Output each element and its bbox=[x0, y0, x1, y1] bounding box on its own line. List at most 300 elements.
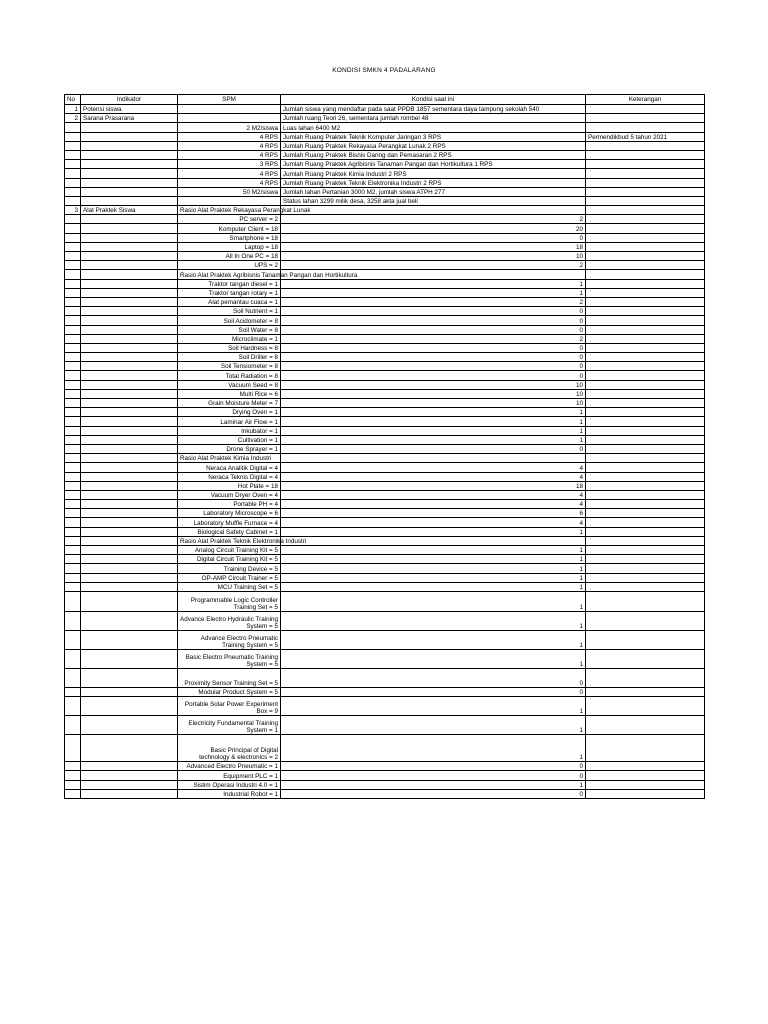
cell-indikator bbox=[81, 297, 178, 306]
cell-indikator bbox=[81, 454, 178, 463]
table-row bbox=[65, 500, 705, 509]
table-row bbox=[65, 169, 705, 178]
cell-spm: Basic Electro Pneumatic Training System = 5 bbox=[178, 649, 281, 668]
cell-kondisi: Jumlah Ruang Praktek Rekayasa Perangkat Lunak 2 RPS bbox=[281, 141, 586, 150]
table-row bbox=[65, 735, 705, 762]
cell-no bbox=[65, 735, 81, 762]
cell-kondisi: Jumlah Ruang Praktek Bisnis Daring dan Pemasaran 2 RPS bbox=[281, 150, 586, 159]
cell-spm: Soil Tensiometer = 8 bbox=[178, 362, 281, 371]
cell-spm: Drying Oven = 1 bbox=[178, 408, 281, 417]
cell-no bbox=[65, 481, 81, 490]
cell-keterangan bbox=[586, 463, 705, 472]
cell-indikator bbox=[81, 527, 178, 536]
cell-kondisi: 1 bbox=[281, 527, 586, 536]
cell-indikator bbox=[81, 169, 178, 178]
cell-group-heading: Rasio Alat Praktek Rekayasa Perangkat Lunak bbox=[178, 206, 281, 215]
table-row bbox=[65, 555, 705, 564]
cell-spm: Total Radiation = 8 bbox=[178, 371, 281, 380]
table-row bbox=[65, 527, 705, 536]
table-row bbox=[65, 573, 705, 582]
cell-no bbox=[65, 582, 81, 591]
cell-kondisi: Status lahan 3299 milik desa, 3258 akta jual beli bbox=[281, 196, 586, 205]
cell-kondisi: 1 bbox=[281, 279, 586, 288]
header-kondisi: Kondisi saat ini bbox=[281, 95, 586, 105]
cell-indikator bbox=[81, 270, 178, 279]
cell-no bbox=[65, 546, 81, 555]
cell-kondisi: 0 bbox=[281, 771, 586, 780]
cell-kondisi: 10 bbox=[281, 252, 586, 261]
cell-indikator bbox=[81, 362, 178, 371]
cell-no: 3 bbox=[65, 206, 81, 215]
cell-indikator: Sarana Prasarana bbox=[81, 114, 178, 123]
cell-kondisi: 1 bbox=[281, 573, 586, 582]
conditions-table bbox=[64, 94, 705, 799]
cell-spm bbox=[178, 196, 281, 205]
table-row bbox=[65, 630, 705, 649]
cell-no bbox=[65, 500, 81, 509]
cell-indikator bbox=[81, 380, 178, 389]
cell-keterangan bbox=[586, 687, 705, 696]
cell-keterangan bbox=[586, 169, 705, 178]
cell-kondisi: Jumlah siswa yang mendaftar pada saat PPDB 1857 sementara daya tampung sekolah 540 bbox=[281, 105, 586, 114]
cell-spm: Basic Principal of Digital technology & electronics = 2 bbox=[178, 735, 281, 762]
cell-kondisi: 1 bbox=[281, 697, 586, 716]
cell-keterangan bbox=[586, 288, 705, 297]
cell-kondisi: 0 bbox=[281, 444, 586, 453]
cell-no bbox=[65, 435, 81, 444]
cell-no bbox=[65, 630, 81, 649]
cell-keterangan bbox=[586, 582, 705, 591]
cell-no bbox=[65, 270, 81, 279]
cell-indikator bbox=[81, 630, 178, 649]
table-row bbox=[65, 591, 705, 611]
header-spm: SPM bbox=[178, 95, 281, 105]
cell-keterangan bbox=[586, 206, 705, 215]
cell-spm: Cultivation = 1 bbox=[178, 435, 281, 444]
cell-kondisi: Luas lahan 6400 M2 bbox=[281, 123, 586, 132]
cell-indikator bbox=[81, 399, 178, 408]
cell-indikator bbox=[81, 417, 178, 426]
cell-indikator bbox=[81, 178, 178, 187]
cell-kondisi: 0 bbox=[281, 362, 586, 371]
cell-spm bbox=[178, 114, 281, 123]
cell-keterangan bbox=[586, 123, 705, 132]
table-row bbox=[65, 668, 705, 687]
cell-indikator: Alat Praktek Siswa bbox=[81, 206, 178, 215]
cell-no bbox=[65, 279, 81, 288]
cell-no bbox=[65, 697, 81, 716]
table-row bbox=[65, 242, 705, 251]
cell-keterangan bbox=[586, 150, 705, 159]
cell-kondisi bbox=[281, 536, 586, 545]
cell-keterangan bbox=[586, 546, 705, 555]
cell-indikator bbox=[81, 279, 178, 288]
cell-spm: Soil Water = 8 bbox=[178, 325, 281, 334]
cell-spm: Komputer Client = 18 bbox=[178, 224, 281, 233]
cell-keterangan bbox=[586, 215, 705, 224]
cell-kondisi: Jumlah Ruang Praktek Teknik Elektronika Industri 2 RPS bbox=[281, 178, 586, 187]
cell-spm: 4 RPS bbox=[178, 178, 281, 187]
cell-spm: 4 RPS bbox=[178, 169, 281, 178]
cell-keterangan: Permendikbud 5 tahun 2021 bbox=[586, 132, 705, 141]
cell-spm: OP-AMP Circuit Trainer = 5 bbox=[178, 573, 281, 582]
cell-indikator bbox=[81, 160, 178, 169]
cell-indikator bbox=[81, 353, 178, 362]
cell-indikator bbox=[81, 463, 178, 472]
cell-indikator bbox=[81, 408, 178, 417]
cell-indikator bbox=[81, 716, 178, 735]
cell-no bbox=[65, 196, 81, 205]
cell-no bbox=[65, 141, 81, 150]
cell-spm: Soil Acidometer = 8 bbox=[178, 316, 281, 325]
cell-no bbox=[65, 325, 81, 334]
table-row bbox=[65, 187, 705, 196]
cell-indikator bbox=[81, 555, 178, 564]
cell-kondisi: 0 bbox=[281, 668, 586, 687]
table-row bbox=[65, 196, 705, 205]
table-row bbox=[65, 206, 705, 215]
cell-no bbox=[65, 399, 81, 408]
cell-indikator bbox=[81, 697, 178, 716]
cell-indikator bbox=[81, 668, 178, 687]
cell-indikator bbox=[81, 426, 178, 435]
table-row bbox=[65, 353, 705, 362]
cell-spm: Proximity Sensor Training Set = 5 bbox=[178, 668, 281, 687]
cell-kondisi: 0 bbox=[281, 233, 586, 242]
cell-no bbox=[65, 389, 81, 398]
cell-spm: Soil Driller = 8 bbox=[178, 353, 281, 362]
cell-kondisi bbox=[281, 206, 586, 215]
cell-no bbox=[65, 316, 81, 325]
cell-no bbox=[65, 444, 81, 453]
table-row bbox=[65, 233, 705, 242]
cell-no bbox=[65, 649, 81, 668]
table-row bbox=[65, 509, 705, 518]
table-row bbox=[65, 371, 705, 380]
cell-no bbox=[65, 123, 81, 132]
cell-kondisi: 1 bbox=[281, 649, 586, 668]
cell-kondisi: 1 bbox=[281, 417, 586, 426]
cell-no bbox=[65, 288, 81, 297]
cell-no bbox=[65, 252, 81, 261]
cell-keterangan bbox=[586, 224, 705, 233]
cell-kondisi: 4 bbox=[281, 518, 586, 527]
cell-no bbox=[65, 789, 81, 798]
table-row bbox=[65, 762, 705, 771]
page-title: KONDISI SMKN 4 PADALARANG bbox=[332, 67, 436, 74]
cell-spm: Industrial Robot = 1 bbox=[178, 789, 281, 798]
header-keterangan: Keterangan bbox=[586, 95, 705, 105]
table-row bbox=[65, 178, 705, 187]
cell-spm: Multi Rice = 6 bbox=[178, 389, 281, 398]
cell-spm: Portable PH = 4 bbox=[178, 500, 281, 509]
cell-spm: 3 RPS bbox=[178, 160, 281, 169]
cell-indikator bbox=[81, 518, 178, 527]
cell-no bbox=[65, 611, 81, 630]
cell-no bbox=[65, 780, 81, 789]
cell-keterangan bbox=[586, 343, 705, 352]
cell-indikator bbox=[81, 649, 178, 668]
cell-spm: Traktor tangan rotary = 1 bbox=[178, 288, 281, 297]
cell-indikator bbox=[81, 371, 178, 380]
cell-kondisi: 0 bbox=[281, 343, 586, 352]
cell-kondisi: 10 bbox=[281, 389, 586, 398]
cell-keterangan bbox=[586, 762, 705, 771]
cell-kondisi: 1 bbox=[281, 426, 586, 435]
cell-keterangan bbox=[586, 380, 705, 389]
cell-keterangan bbox=[586, 564, 705, 573]
cell-no bbox=[65, 426, 81, 435]
cell-no bbox=[65, 687, 81, 696]
cell-keterangan bbox=[586, 307, 705, 316]
cell-no bbox=[65, 169, 81, 178]
cell-indikator: Potensi siswa bbox=[81, 105, 178, 114]
cell-no bbox=[65, 573, 81, 582]
cell-indikator bbox=[81, 687, 178, 696]
cell-keterangan bbox=[586, 527, 705, 536]
cell-kondisi: 1 bbox=[281, 780, 586, 789]
cell-keterangan bbox=[586, 141, 705, 150]
cell-no bbox=[65, 408, 81, 417]
cell-kondisi: Jumlah lahan Pertanian 3000 M2, jumlah siswa ATPH 277 bbox=[281, 187, 586, 196]
cell-spm: Microclimate = 1 bbox=[178, 334, 281, 343]
cell-kondisi: 20 bbox=[281, 224, 586, 233]
cell-spm: Portable Solar Power Experiment Box = 9 bbox=[178, 697, 281, 716]
cell-group-heading: Rasio Alat Praktek Kimia Industri bbox=[178, 454, 281, 463]
table-row bbox=[65, 582, 705, 591]
cell-indikator bbox=[81, 316, 178, 325]
cell-indikator bbox=[81, 325, 178, 334]
cell-indikator bbox=[81, 435, 178, 444]
cell-spm: Digital Circuit Training Kit = 5 bbox=[178, 555, 281, 564]
table-row bbox=[65, 780, 705, 789]
cell-keterangan bbox=[586, 472, 705, 481]
table-row bbox=[65, 399, 705, 408]
cell-spm: Soil Nutrient = 1 bbox=[178, 307, 281, 316]
cell-kondisi: 1 bbox=[281, 716, 586, 735]
table-row bbox=[65, 716, 705, 735]
cell-indikator bbox=[81, 735, 178, 762]
table-row bbox=[65, 270, 705, 279]
table-row bbox=[65, 334, 705, 343]
cell-spm: 50 M2/siswa bbox=[178, 187, 281, 196]
cell-indikator bbox=[81, 307, 178, 316]
cell-keterangan bbox=[586, 555, 705, 564]
cell-indikator bbox=[81, 762, 178, 771]
table-row bbox=[65, 343, 705, 352]
cell-indikator bbox=[81, 252, 178, 261]
cell-spm: Advanced Electro Pneumatic = 1 bbox=[178, 762, 281, 771]
cell-kondisi: Jumlah Ruang Praktek Kimia Industri 2 RPS bbox=[281, 169, 586, 178]
cell-no bbox=[65, 334, 81, 343]
cell-kondisi: Jumlah Ruang Praktek Teknik Komputer Jaringan 3 RPS bbox=[281, 132, 586, 141]
cell-keterangan bbox=[586, 454, 705, 463]
table-row bbox=[65, 426, 705, 435]
cell-no bbox=[65, 297, 81, 306]
cell-no bbox=[65, 716, 81, 735]
cell-no bbox=[65, 215, 81, 224]
cell-indikator bbox=[81, 123, 178, 132]
cell-indikator bbox=[81, 490, 178, 499]
table-row bbox=[65, 789, 705, 798]
cell-kondisi: Jumlah Ruang Praktek Agribisnis Tanaman Pangan dan Hortikultura 1 RPS bbox=[281, 160, 586, 169]
cell-indikator bbox=[81, 132, 178, 141]
cell-spm: Smartphone = 18 bbox=[178, 233, 281, 242]
cell-kondisi: 0 bbox=[281, 687, 586, 696]
cell-kondisi: 1 bbox=[281, 735, 586, 762]
cell-kondisi: 1 bbox=[281, 408, 586, 417]
cell-spm: 4 RPS bbox=[178, 141, 281, 150]
cell-keterangan bbox=[586, 270, 705, 279]
table-row bbox=[65, 150, 705, 159]
cell-no bbox=[65, 564, 81, 573]
cell-kondisi: 18 bbox=[281, 481, 586, 490]
cell-kondisi: 2 bbox=[281, 297, 586, 306]
table-row bbox=[65, 279, 705, 288]
cell-kondisi: 10 bbox=[281, 399, 586, 408]
table-row bbox=[65, 307, 705, 316]
cell-indikator bbox=[81, 546, 178, 555]
table-body bbox=[65, 105, 705, 799]
cell-no bbox=[65, 233, 81, 242]
cell-spm: Grain Moisture Meter = 7 bbox=[178, 399, 281, 408]
table-header-row bbox=[65, 95, 705, 105]
cell-keterangan bbox=[586, 444, 705, 453]
cell-indikator bbox=[81, 196, 178, 205]
cell-keterangan bbox=[586, 649, 705, 668]
table-row bbox=[65, 114, 705, 123]
table-row bbox=[65, 536, 705, 545]
table-row bbox=[65, 224, 705, 233]
cell-no bbox=[65, 668, 81, 687]
cell-keterangan bbox=[586, 160, 705, 169]
cell-no bbox=[65, 380, 81, 389]
cell-spm: Advance Electro Hydraulic Training System = 5 bbox=[178, 611, 281, 630]
table-row bbox=[65, 417, 705, 426]
cell-indikator bbox=[81, 780, 178, 789]
cell-indikator bbox=[81, 233, 178, 242]
cell-no bbox=[65, 343, 81, 352]
cell-keterangan bbox=[586, 426, 705, 435]
cell-keterangan bbox=[586, 325, 705, 334]
cell-kondisi: 1 bbox=[281, 591, 586, 611]
cell-no bbox=[65, 187, 81, 196]
cell-keterangan bbox=[586, 279, 705, 288]
cell-keterangan bbox=[586, 630, 705, 649]
cell-kondisi: 1 bbox=[281, 564, 586, 573]
cell-indikator bbox=[81, 564, 178, 573]
cell-spm: 4 RPS bbox=[178, 132, 281, 141]
cell-no bbox=[65, 242, 81, 251]
cell-spm: Vacuum Seed = 8 bbox=[178, 380, 281, 389]
cell-indikator bbox=[81, 573, 178, 582]
table-row bbox=[65, 649, 705, 668]
cell-no bbox=[65, 371, 81, 380]
cell-indikator bbox=[81, 591, 178, 611]
cell-spm: Electricity Fundamental Training System = 1 bbox=[178, 716, 281, 735]
cell-kondisi: 1 bbox=[281, 288, 586, 297]
table-row bbox=[65, 490, 705, 499]
cell-spm: Vacuum Dryer Oven = 4 bbox=[178, 490, 281, 499]
cell-kondisi: 0 bbox=[281, 762, 586, 771]
cell-spm: Analog Circuit Training Kit = 5 bbox=[178, 546, 281, 555]
cell-indikator bbox=[81, 389, 178, 398]
cell-no bbox=[65, 591, 81, 611]
cell-indikator bbox=[81, 536, 178, 545]
cell-indikator bbox=[81, 472, 178, 481]
table-row bbox=[65, 105, 705, 114]
cell-keterangan bbox=[586, 187, 705, 196]
table-row bbox=[65, 546, 705, 555]
cell-no bbox=[65, 307, 81, 316]
cell-no bbox=[65, 362, 81, 371]
cell-no bbox=[65, 762, 81, 771]
cell-indikator bbox=[81, 500, 178, 509]
table-row bbox=[65, 141, 705, 150]
cell-spm: Neraca Analitik Digital = 4 bbox=[178, 463, 281, 472]
cell-spm: Soil Hardness = 8 bbox=[178, 343, 281, 352]
table-row bbox=[65, 697, 705, 716]
table-row bbox=[65, 325, 705, 334]
cell-no bbox=[65, 417, 81, 426]
cell-keterangan bbox=[586, 196, 705, 205]
cell-spm: Alat pemantau cuaca = 1 bbox=[178, 297, 281, 306]
table-row bbox=[65, 408, 705, 417]
cell-keterangan bbox=[586, 334, 705, 343]
cell-indikator bbox=[81, 582, 178, 591]
cell-keterangan bbox=[586, 536, 705, 545]
cell-indikator bbox=[81, 771, 178, 780]
table-row bbox=[65, 362, 705, 371]
cell-no bbox=[65, 536, 81, 545]
cell-spm: Biological Safety Cabinet = 1 bbox=[178, 527, 281, 536]
cell-group-heading: Rasio Alat Praktek Teknik Elektronika Industri bbox=[178, 536, 281, 545]
cell-no bbox=[65, 224, 81, 233]
cell-spm: Neraca Teknis Digital = 4 bbox=[178, 472, 281, 481]
cell-spm: Modular Product System = 5 bbox=[178, 687, 281, 696]
cell-no: 2 bbox=[65, 114, 81, 123]
cell-spm: Traktor tangan diesel = 1 bbox=[178, 279, 281, 288]
cell-no bbox=[65, 178, 81, 187]
cell-no bbox=[65, 454, 81, 463]
cell-spm: 4 RPS bbox=[178, 150, 281, 159]
cell-keterangan bbox=[586, 399, 705, 408]
cell-kondisi: 0 bbox=[281, 353, 586, 362]
table-row bbox=[65, 518, 705, 527]
table-row bbox=[65, 215, 705, 224]
table-row bbox=[65, 123, 705, 132]
cell-no bbox=[65, 518, 81, 527]
cell-kondisi: 1 bbox=[281, 555, 586, 564]
cell-keterangan bbox=[586, 481, 705, 490]
cell-keterangan bbox=[586, 261, 705, 270]
cell-indikator bbox=[81, 611, 178, 630]
table-row bbox=[65, 564, 705, 573]
table-row bbox=[65, 380, 705, 389]
table-row bbox=[65, 435, 705, 444]
cell-spm: Laboratory Microscope = 6 bbox=[178, 509, 281, 518]
cell-spm: All In One PC = 18 bbox=[178, 252, 281, 261]
cell-spm: Equipment PLC = 1 bbox=[178, 771, 281, 780]
table-row bbox=[65, 611, 705, 630]
cell-no: 1 bbox=[65, 105, 81, 114]
table-row bbox=[65, 316, 705, 325]
cell-kondisi: 10 bbox=[281, 380, 586, 389]
cell-keterangan bbox=[586, 362, 705, 371]
cell-no bbox=[65, 509, 81, 518]
cell-keterangan bbox=[586, 591, 705, 611]
cell-no bbox=[65, 490, 81, 499]
